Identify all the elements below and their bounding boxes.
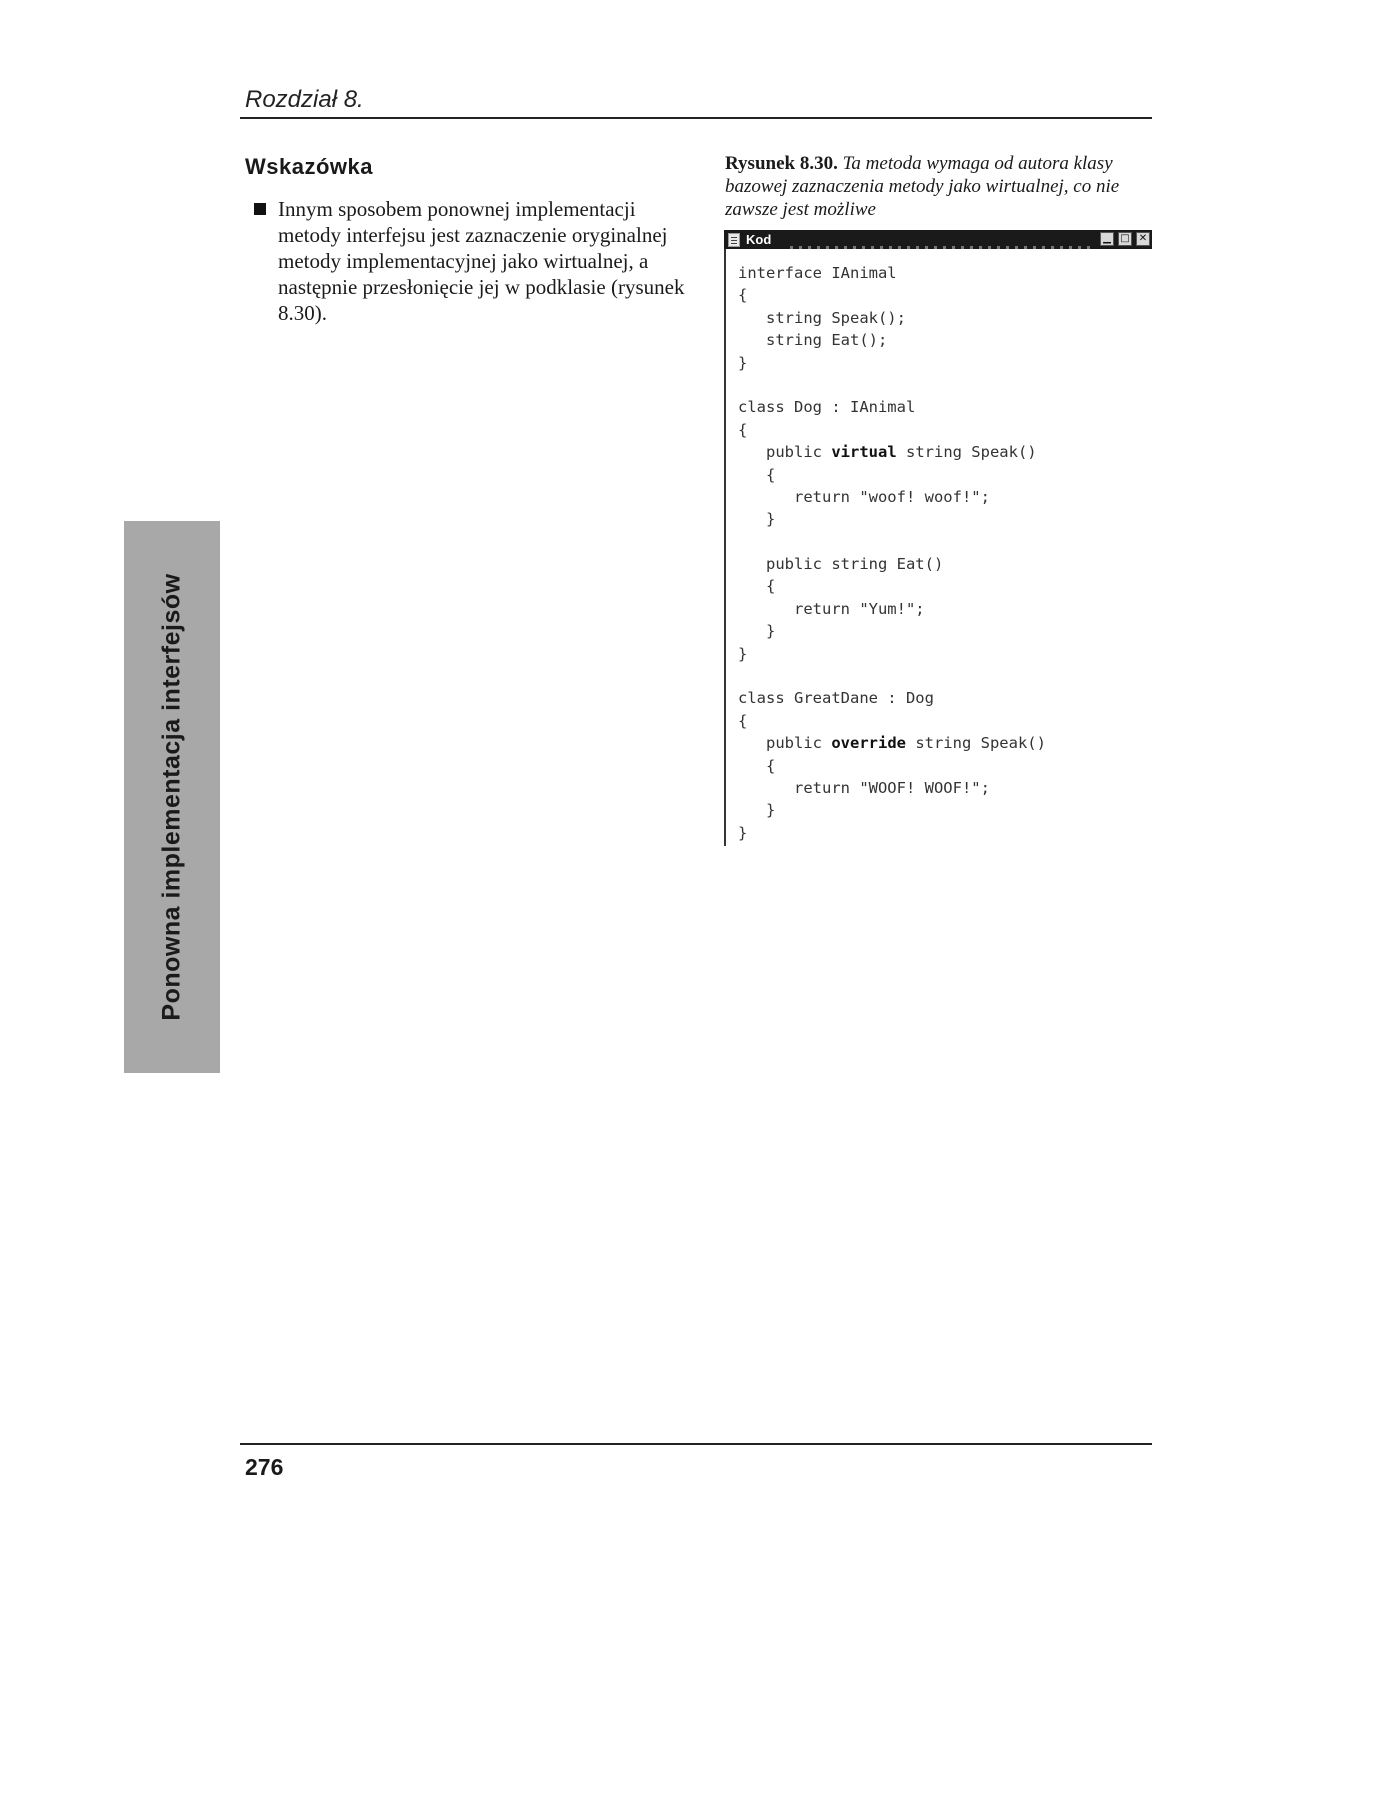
code-text: { [738, 286, 748, 305]
code-line [738, 687, 1046, 709]
code-line [738, 486, 1046, 508]
maximize-button[interactable]: □ [1118, 232, 1132, 246]
code-text: { [738, 756, 776, 775]
titlebar-pattern [784, 246, 1092, 249]
code-text: { [738, 711, 748, 730]
code-line [738, 665, 1046, 687]
code-text: class GreatDane : Dog [738, 689, 934, 708]
code-text: string Speak(); [738, 308, 906, 327]
code-text: public string Eat() [738, 555, 944, 574]
code-window [724, 230, 1152, 846]
code-text: return "woof! woof!"; [738, 487, 990, 506]
code-line [738, 352, 1046, 374]
code-text: } [738, 622, 776, 641]
code-text: string Speak() [896, 443, 1037, 462]
list-item [252, 196, 692, 326]
code-text: { [738, 577, 776, 596]
window-titlebar [724, 230, 1152, 249]
code-line [738, 822, 1046, 844]
tip-text: Innym sposobem ponownej implementacji metody interfejsu jest zaznaczenie oryginalnej metody implementacyjnej jako wirtualnej, a następnie przesłonięcie jej w podklasie (rysunek 8.30). [278, 197, 685, 325]
code-text: } [738, 353, 748, 372]
code-keyword: override [831, 734, 906, 753]
code-line [738, 643, 1046, 665]
code-text: interface IAnimal [738, 264, 897, 282]
code-listing [738, 262, 1046, 844]
footer-rule [240, 1443, 1152, 1445]
code-line [738, 598, 1046, 620]
code-line [738, 396, 1046, 418]
code-keyword: virtual [831, 443, 897, 462]
code-line [738, 575, 1046, 597]
code-text: } [738, 644, 748, 663]
code-text: } [738, 823, 748, 842]
code-line [738, 307, 1046, 329]
page-number: 276 [245, 1454, 284, 1480]
figure-caption-text: Ta metoda wymaga od autora klasy bazowej zaznaczenia metody jako wirtualnej, co nie zawsze jest możliwe [725, 153, 1120, 220]
close-button[interactable]: ✕ [1136, 232, 1150, 246]
code-line [738, 374, 1046, 396]
side-tab-text: Ponowna implementacja interfejsów [157, 573, 186, 1021]
code-text: class Dog : IAnimal [738, 398, 916, 417]
code-text: string Speak() [905, 734, 1046, 753]
code-text: string Eat(); [738, 331, 888, 350]
code-line [738, 777, 1046, 799]
header-rule [240, 117, 1152, 119]
running-head: Rozdział 8. [245, 86, 364, 113]
code-text: { [738, 465, 776, 484]
code-text: public [738, 443, 832, 462]
code-text: } [738, 510, 776, 529]
code-line [738, 732, 1046, 754]
code-line [738, 531, 1046, 553]
code-line [738, 441, 1046, 463]
code-line [738, 262, 1046, 284]
document-icon [728, 233, 740, 247]
code-text: return "WOOF! WOOF!"; [738, 778, 990, 797]
code-text: { [738, 420, 748, 439]
figure-label: Rysunek 8.30. [725, 153, 838, 174]
code-left-border [724, 249, 726, 846]
tip-heading: Wskazówka [245, 154, 373, 179]
code-line [738, 464, 1046, 486]
square-bullet-icon [254, 203, 266, 215]
code-line [738, 329, 1046, 351]
code-line [738, 284, 1046, 306]
tip-list [252, 196, 692, 326]
side-tab [124, 521, 220, 1073]
code-line [738, 419, 1046, 441]
code-line [738, 710, 1046, 732]
minimize-button[interactable]: ▁ [1100, 232, 1114, 246]
code-line [738, 508, 1046, 530]
code-text: return "Yum!"; [738, 599, 925, 618]
window-title: Kod [746, 232, 772, 247]
code-line [738, 755, 1046, 777]
code-line [738, 553, 1046, 575]
code-text: public [738, 734, 832, 753]
figure-caption [725, 152, 1155, 221]
code-line [738, 799, 1046, 821]
code-text: } [738, 801, 776, 820]
code-line [738, 620, 1046, 642]
